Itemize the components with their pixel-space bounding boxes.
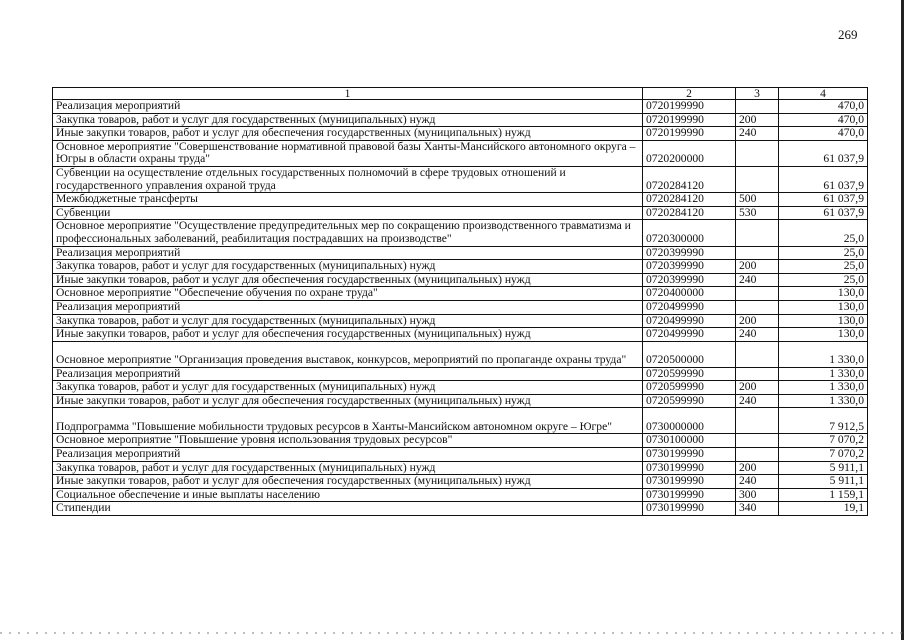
- table-row: [53, 166, 868, 192]
- row-amount-cell: 61 037,9: [779, 166, 868, 192]
- row-type-cell: 240: [736, 394, 779, 408]
- row-name-cell: Основное мероприятие "Организация проведения выставок, конкурсов, мероприятий по пропаганде охраны труда": [53, 341, 643, 367]
- row-amount-cell: 5 911,1: [779, 475, 868, 489]
- row-name-cell: Реализация мероприятий: [53, 448, 643, 462]
- budget-table: [52, 87, 868, 516]
- header-col-4: 4: [779, 88, 868, 100]
- row-name-cell: Основное мероприятие "Осуществление предупредительных мер по сокращению производственного травматизма и профессиональных заболеваний, реабилитация пострадавших на производстве": [53, 220, 643, 246]
- row-type-cell: 500: [736, 193, 779, 207]
- row-type-cell: [736, 300, 779, 314]
- row-type-cell: 240: [736, 273, 779, 287]
- row-code-cell: 0730199990: [643, 488, 736, 502]
- row-name-cell: Реализация мероприятий: [53, 100, 643, 114]
- row-code-cell: 0720284120: [643, 166, 736, 192]
- row-code-cell: 0720399990: [643, 246, 736, 260]
- row-amount-cell: 130,0: [779, 300, 868, 314]
- table-row: [53, 341, 868, 367]
- row-code-cell: 0730000000: [643, 408, 736, 434]
- row-amount-cell: 61 037,9: [779, 140, 868, 166]
- row-type-cell: 200: [736, 381, 779, 395]
- table-row: [53, 314, 868, 328]
- row-code-cell: 0720399990: [643, 273, 736, 287]
- row-name-cell: Субвенции на осуществление отдельных государственных полномочий в сфере трудовых отношений и государственного управления охраной труда: [53, 166, 643, 192]
- table-header-row: [53, 88, 868, 100]
- row-name-cell: Иные закупки товаров, работ и услуг для обеспечения государственных (муниципальных) нужд: [53, 328, 643, 342]
- row-type-cell: 200: [736, 314, 779, 328]
- header-col-2: 2: [643, 88, 736, 100]
- row-code-cell: 0730199990: [643, 448, 736, 462]
- table-row: [53, 434, 868, 448]
- row-name-cell: Иные закупки товаров, работ и услуг для обеспечения государственных (муниципальных) нужд: [53, 127, 643, 141]
- table-row: [53, 381, 868, 395]
- row-amount-cell: 1 330,0: [779, 381, 868, 395]
- row-name-cell: Иные закупки товаров, работ и услуг для обеспечения государственных (муниципальных) нужд: [53, 394, 643, 408]
- table-row: [53, 113, 868, 127]
- row-amount-cell: 1 159,1: [779, 488, 868, 502]
- row-amount-cell: 130,0: [779, 328, 868, 342]
- row-code-cell: 0720599990: [643, 367, 736, 381]
- scan-edge-line: [901, 0, 904, 640]
- row-code-cell: 0720200000: [643, 140, 736, 166]
- table-row: [53, 408, 868, 434]
- row-type-cell: [736, 367, 779, 381]
- row-amount-cell: 470,0: [779, 100, 868, 114]
- row-name-cell: Основное мероприятие "Обеспечение обучения по охране труда": [53, 287, 643, 301]
- row-name-cell: Закупка товаров, работ и услуг для государственных (муниципальных) нужд: [53, 260, 643, 274]
- row-type-cell: 200: [736, 260, 779, 274]
- table-row: [53, 394, 868, 408]
- row-amount-cell: 1 330,0: [779, 394, 868, 408]
- table-row: [53, 300, 868, 314]
- row-code-cell: 0720499990: [643, 328, 736, 342]
- row-name-cell: Иные закупки товаров, работ и услуг для обеспечения государственных (муниципальных) нужд: [53, 273, 643, 287]
- row-code-cell: 0720499990: [643, 314, 736, 328]
- row-amount-cell: 25,0: [779, 273, 868, 287]
- row-type-cell: [736, 448, 779, 462]
- row-amount-cell: 25,0: [779, 246, 868, 260]
- row-name-cell: Реализация мероприятий: [53, 367, 643, 381]
- row-amount-cell: 130,0: [779, 314, 868, 328]
- table-row: [53, 140, 868, 166]
- row-amount-cell: 61 037,9: [779, 193, 868, 207]
- row-code-cell: 0720500000: [643, 341, 736, 367]
- row-type-cell: 340: [736, 502, 779, 516]
- row-code-cell: 0720284120: [643, 193, 736, 207]
- row-name-cell: Реализация мероприятий: [53, 300, 643, 314]
- table-row: [53, 193, 868, 207]
- table-row: [53, 273, 868, 287]
- row-amount-cell: 7 912,5: [779, 408, 868, 434]
- row-type-cell: 240: [736, 127, 779, 141]
- row-code-cell: 0730100000: [643, 434, 736, 448]
- row-name-cell: Подпрограмма "Повышение мобильности трудовых ресурсов в Ханты-Мансийском автономном округе – Югре": [53, 408, 643, 434]
- row-amount-cell: 1 330,0: [779, 367, 868, 381]
- row-name-cell: Субвенции: [53, 206, 643, 220]
- row-name-cell: Социальное обеспечение и иные выплаты населению: [53, 488, 643, 502]
- row-name-cell: Закупка товаров, работ и услуг для государственных (муниципальных) нужд: [53, 314, 643, 328]
- row-name-cell: Основное мероприятие "Повышение уровня использования трудовых ресурсов": [53, 434, 643, 448]
- row-code-cell: 0720399990: [643, 260, 736, 274]
- row-code-cell: 0720199990: [643, 127, 736, 141]
- row-code-cell: 0720599990: [643, 381, 736, 395]
- table-row: [53, 260, 868, 274]
- row-code-cell: 0720599990: [643, 394, 736, 408]
- table-row: [53, 367, 868, 381]
- header-col-3: 3: [736, 88, 779, 100]
- row-type-cell: 240: [736, 328, 779, 342]
- row-code-cell: 0720199990: [643, 100, 736, 114]
- table-row: [53, 502, 868, 516]
- row-amount-cell: 5 911,1: [779, 461, 868, 475]
- row-code-cell: 0730199990: [643, 461, 736, 475]
- row-type-cell: 240: [736, 475, 779, 489]
- table-row: [53, 461, 868, 475]
- row-type-cell: [736, 287, 779, 301]
- row-amount-cell: 130,0: [779, 287, 868, 301]
- row-type-cell: [736, 434, 779, 448]
- row-amount-cell: 25,0: [779, 260, 868, 274]
- row-type-cell: 300: [736, 488, 779, 502]
- row-type-cell: 200: [736, 113, 779, 127]
- row-type-cell: [736, 408, 779, 434]
- table-row: [53, 220, 868, 246]
- row-amount-cell: 1 330,0: [779, 341, 868, 367]
- table-row: [53, 488, 868, 502]
- row-type-cell: [736, 220, 779, 246]
- row-code-cell: 0720199990: [643, 113, 736, 127]
- page-number: 269: [838, 27, 858, 42]
- table-row: [53, 100, 868, 114]
- table-row: [53, 287, 868, 301]
- table-row: [53, 127, 868, 141]
- row-amount-cell: 25,0: [779, 220, 868, 246]
- row-type-cell: 530: [736, 206, 779, 220]
- table-row: [53, 448, 868, 462]
- table-row: [53, 475, 868, 489]
- row-type-cell: [736, 341, 779, 367]
- row-type-cell: [736, 166, 779, 192]
- row-code-cell: 0720284120: [643, 206, 736, 220]
- row-amount-cell: 19,1: [779, 502, 868, 516]
- row-code-cell: 0720400000: [643, 287, 736, 301]
- row-name-cell: Закупка товаров, работ и услуг для государственных (муниципальных) нужд: [53, 461, 643, 475]
- row-amount-cell: 7 070,2: [779, 434, 868, 448]
- row-name-cell: Межбюджетные трансферты: [53, 193, 643, 207]
- row-name-cell: Основное мероприятие "Совершенствование нормативной правовой базы Ханты-Мансийского автономного округа – Югры в области охраны труда": [53, 140, 643, 166]
- table-row: [53, 206, 868, 220]
- row-amount-cell: 470,0: [779, 127, 868, 141]
- row-amount-cell: 61 037,9: [779, 206, 868, 220]
- row-name-cell: Реализация мероприятий: [53, 246, 643, 260]
- row-type-cell: [736, 100, 779, 114]
- row-name-cell: Стипендии: [53, 502, 643, 516]
- row-name-cell: Закупка товаров, работ и услуг для государственных (муниципальных) нужд: [53, 113, 643, 127]
- row-code-cell: 0730199990: [643, 475, 736, 489]
- scan-noise-line: [0, 632, 905, 634]
- row-type-cell: [736, 140, 779, 166]
- header-col-1: 1: [53, 88, 643, 100]
- table-row: [53, 328, 868, 342]
- table-row: [53, 246, 868, 260]
- row-code-cell: 0720300000: [643, 220, 736, 246]
- row-amount-cell: 470,0: [779, 113, 868, 127]
- row-type-cell: 200: [736, 461, 779, 475]
- row-amount-cell: 7 070,2: [779, 448, 868, 462]
- row-name-cell: Иные закупки товаров, работ и услуг для обеспечения государственных (муниципальных) нужд: [53, 475, 643, 489]
- row-type-cell: [736, 246, 779, 260]
- row-code-cell: 0720499990: [643, 300, 736, 314]
- row-name-cell: Закупка товаров, работ и услуг для государственных (муниципальных) нужд: [53, 381, 643, 395]
- row-code-cell: 0730199990: [643, 502, 736, 516]
